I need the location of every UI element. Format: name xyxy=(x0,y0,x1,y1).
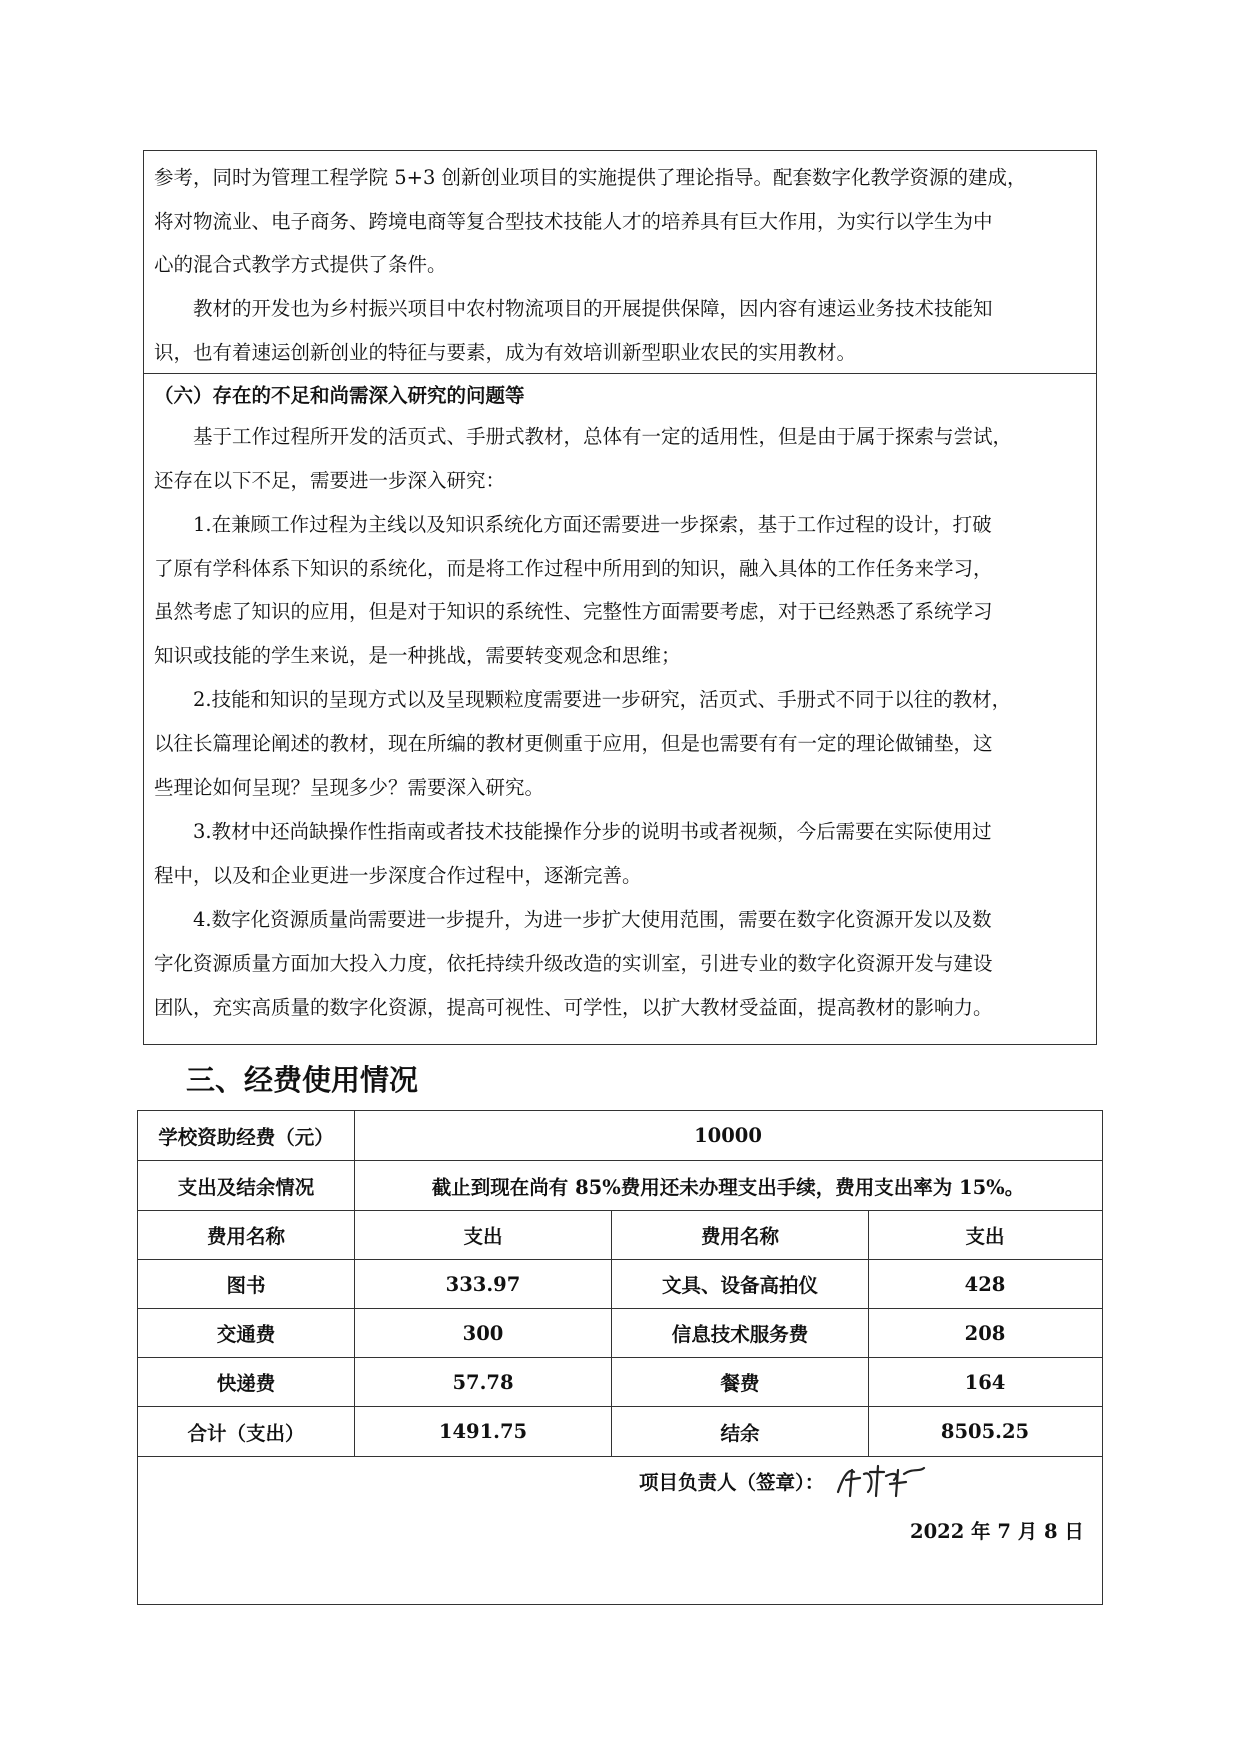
expense-value: 300 xyxy=(355,1309,612,1357)
text-line: 2.技能和知识的呈现方式以及呈现颗粒度需要进一步研究，活页式、手册式不同于以往的教材， xyxy=(154,688,1012,711)
text-line: 3.教材中还尚缺操作性指南或者技术技能操作分步的说明书或者视频，今后需要在实际使用过 xyxy=(154,820,992,843)
text-line: 些理论如何呈现？呈现多少？需要深入研究。 xyxy=(154,776,545,799)
text-line: 心的混合式教学方式提供了条件。 xyxy=(154,253,447,276)
col-header-name: 费用名称 xyxy=(612,1211,869,1259)
signer-label: 项目负责人（签章）： xyxy=(639,1471,825,1494)
text-line: 知识或技能的学生来说，是一种挑战，需要转变观念和思维； xyxy=(154,644,681,667)
project-summary-box xyxy=(143,150,1097,1045)
table-row xyxy=(138,1358,1102,1407)
col-header-name: 费用名称 xyxy=(138,1211,355,1259)
balance-label: 支出及结余情况 xyxy=(138,1161,355,1210)
total-label: 合计（支出） xyxy=(138,1407,355,1456)
handwritten-signature xyxy=(834,1462,930,1500)
text-line: 1.在兼顾工作过程为主线以及知识系统化方面还需要进一步探索，基于工作过程的设计，打破 xyxy=(154,513,992,536)
expense-name: 快递费 xyxy=(138,1358,355,1406)
expense-name: 图书 xyxy=(138,1260,355,1308)
expense-name: 交通费 xyxy=(138,1309,355,1357)
balance-text: 截止到现在尚有 85%费用还未办理支出手续，费用支出率为 15%。 xyxy=(431,1175,1025,1199)
expense-value: 164 xyxy=(964,1370,1006,1394)
divider xyxy=(144,373,1096,374)
section3-heading: 三、经费使用情况 xyxy=(186,1063,419,1097)
expense-name: 信息技术服务费 xyxy=(612,1309,869,1357)
text-line: 字化资源质量方面加大投入力度，依托持续升级改造的实训室，引进专业的数字化资源开发与建设 xyxy=(154,952,993,975)
table-header-row xyxy=(138,1211,1102,1260)
signature-date: 2022 年 7 月 8 日 xyxy=(910,1520,1084,1543)
text-line: 教材的开发也为乡村振兴项目中农村物流项目的开展提供保障，因内容有速运业务技术技能知 xyxy=(154,297,993,320)
table-row xyxy=(138,1111,1102,1161)
text-line: 团队，充实高质量的数字化资源，提高可视性、可学性，以扩大教材受益面，提高教材的影响力。 xyxy=(154,996,993,1019)
expense-name: 文具、设备高拍仪 xyxy=(612,1260,869,1308)
expense-value: 333.97 xyxy=(355,1260,612,1308)
expense-name: 餐费 xyxy=(612,1358,869,1406)
table-total-row xyxy=(138,1407,1102,1457)
total-value: 1491.75 xyxy=(355,1407,612,1456)
expense-value: 208 xyxy=(964,1321,1006,1345)
col-header-expense: 支出 xyxy=(965,1225,1005,1248)
text-line: 了原有学科体系下知识的系统化，而是将工作过程中所用到的知识，融入具体的工作任务来学习， xyxy=(154,557,993,580)
grant-value: 10000 xyxy=(694,1124,762,1147)
expense-value: 428 xyxy=(964,1272,1006,1296)
text-line: 还存在以下不足，需要进一步深入研究： xyxy=(154,469,506,492)
expense-value: 57.78 xyxy=(355,1358,612,1406)
text-line: 4.数字化资源质量尚需要进一步提升，为进一步扩大使用范围，需要在数字化资源开发以及数 xyxy=(154,908,992,931)
text-line: 将对物流业、电子商务、跨境电商等复合型技术技能人才的培养具有巨大作用，为实行以学生为中 xyxy=(154,210,993,233)
remainder-value: 8505.25 xyxy=(940,1420,1030,1443)
text-line: 参考，同时为管理工程学院 5+3 创新创业项目的实施提供了理论指导。配套数字化教学资源的建成， xyxy=(154,166,1027,189)
remainder-label: 结余 xyxy=(612,1407,869,1456)
text-line: 以往长篇理论阐述的教材，现在所编的教材更侧重于应用，但是也需要有有一定的理论做铺垫，这 xyxy=(154,732,993,755)
text-line: 程中，以及和企业更进一步深度合作过程中，逐渐完善。 xyxy=(154,864,642,887)
grant-label: 学校资助经费（元） xyxy=(138,1111,355,1160)
table-row xyxy=(138,1161,1102,1211)
table-row xyxy=(138,1309,1102,1358)
table-row xyxy=(138,1260,1102,1309)
text-line: 基于工作过程所开发的活页式、手册式教材，总体有一定的适用性，但是由于属于探索与尝试， xyxy=(154,425,1013,448)
text-line: 虽然考虑了知识的应用，但是对于知识的系统性、完整性方面需要考虑，对于已经熟悉了系统学习 xyxy=(154,600,993,623)
col-header-expense: 支出 xyxy=(355,1211,612,1259)
section6-title: （六）存在的不足和尚需深入研究的问题等 xyxy=(154,384,525,407)
text-line: 识，也有着速运创新创业的特征与要素，成为有效培训新型职业农民的实用教材。 xyxy=(154,341,857,364)
